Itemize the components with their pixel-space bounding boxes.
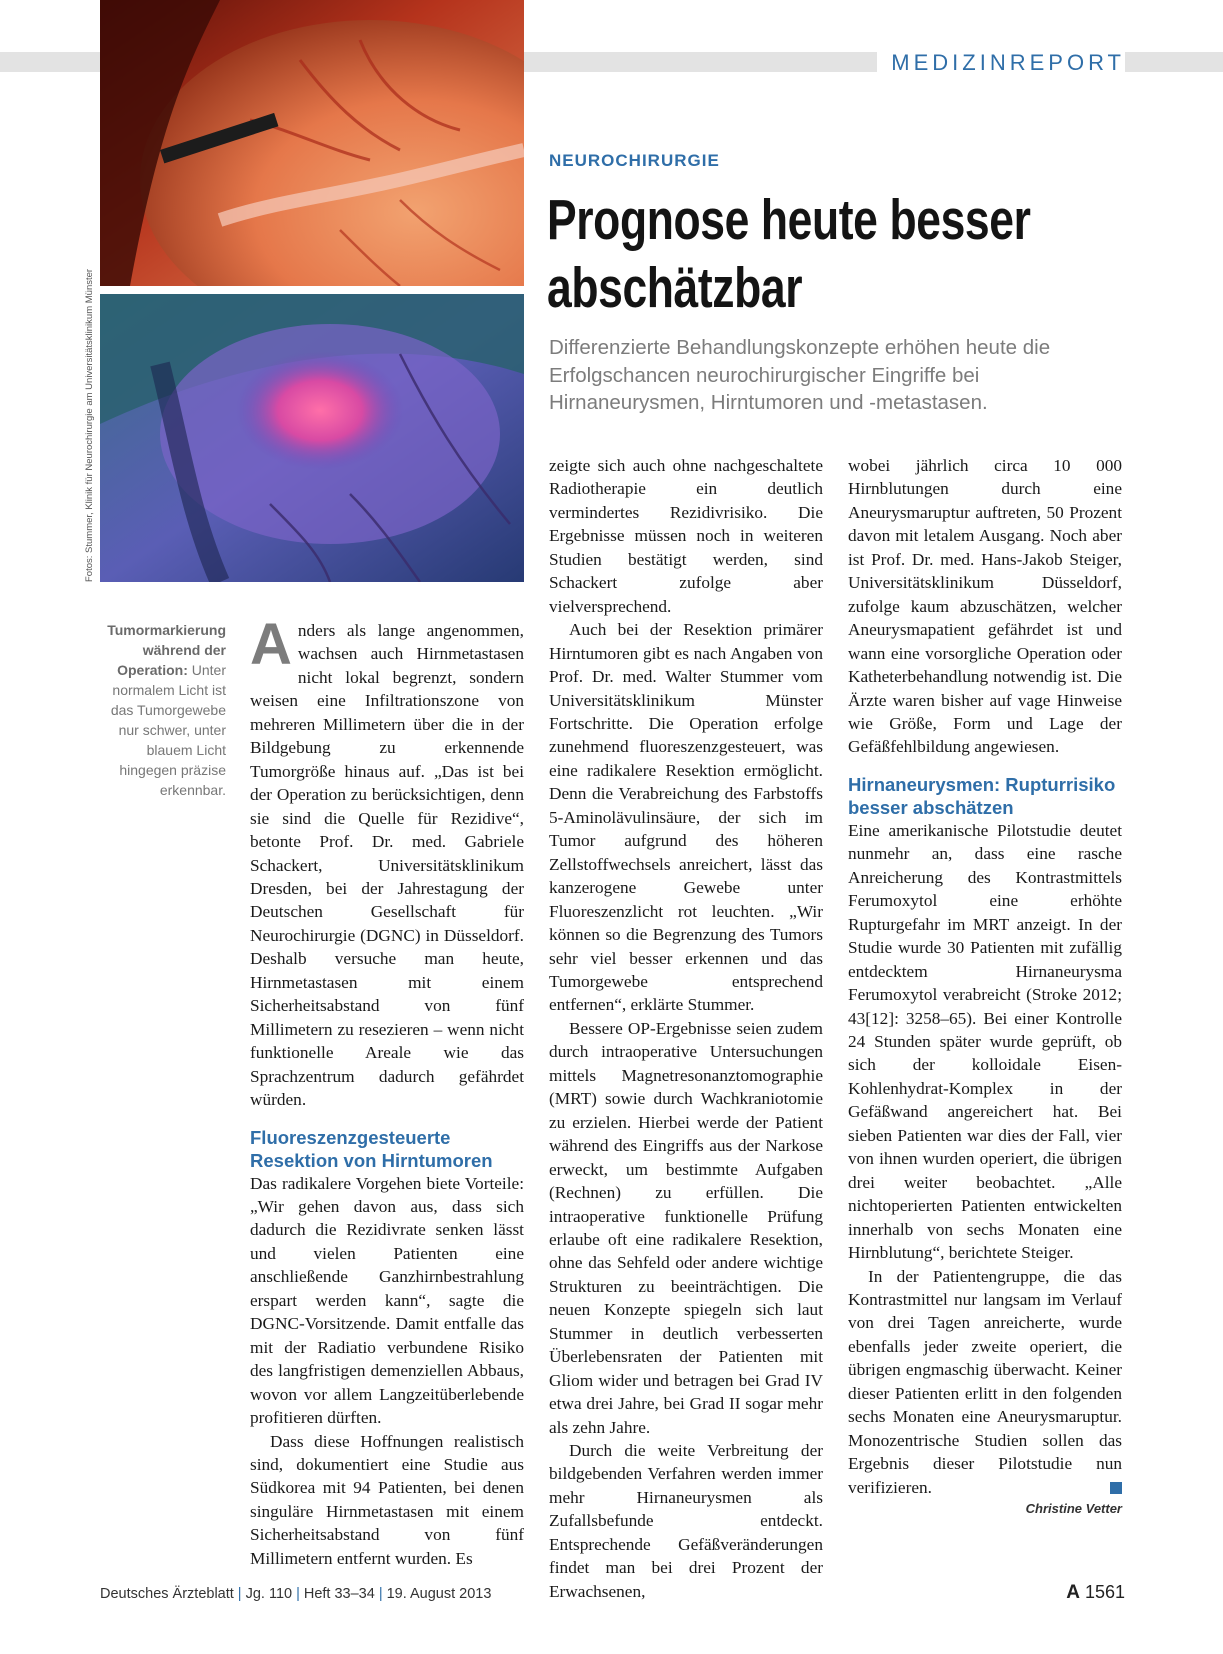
caption-title: Tumormarkierung während der Operation: (107, 622, 226, 678)
issue-date: 19. August 2013 (386, 1586, 492, 1602)
photo-credit: Fotos: Stummer, Klinik für Neurochirurgie am Universitätsklinikum Münster (84, 268, 95, 582)
author: Christine Vetter (1025, 1501, 1122, 1517)
paragraph: Auch bei der Resektion primärer Hirntumoren gibt es nach Angaben von Prof. Dr. med. Walter Stummer vom Universitätsklinikum Münster Fortschritte. Die Operation erfolge zunehmend fluoreszenzgesteuert, was eine radikalere Resektion ermöglicht. Denn die Verabreichung des Farbstoffs 5-Aminolävulinsäure, der sich im Tumor aufgrund des höheren Zellstoffwechsels anreichert, lässt das kanzerogene Gewebe unter Fluoreszenzlicht rot leuchten. „Wir können so die Begrenzung des Tumors sehr viel besser erkennen und das Tumorgewebe entsprechend entfernen“, erklärte Stummer. (549, 620, 823, 1015)
paragraph: wobei jährlich circa 10 000 Hirnblutungen durch eine Aneurysmaruptur auftreten, 50 Prozent davon mit letalem Ausgang. Noch aber ist Prof. Dr. med. Hans-Jakob Steiger, Universitätsklinikum Düsseldorf, zufolge kaum abzuschätzen, welcher Aneurysmapatient gefährdet ist und wann eine vorsorgliche Operation oder Katheterbehandlung notwendig ist. Die Ärzte waren bisher auf vage Hinweise wie Größe, Form und Lage der Gefäßfehlbildung angewiesen. (848, 456, 1122, 757)
headline-line-1: Prognose heute besser (547, 188, 1031, 252)
subheading-fluorescence: Fluoreszenzgesteuerte Resektion von Hirntumoren (250, 1126, 493, 1171)
drop-cap: A (250, 612, 292, 677)
photo-caption (88, 620, 226, 800)
paragraph: Durch die weite Verbreitung der bildgebenden Verfahren werden immer mehr Hirnaneurysmen als Zufallsbefunde entdeckt. Entsprechende Gefäßveränderungen findet man bei drei Prozent der Erwachsenen, (549, 1441, 823, 1601)
subheading-aneurysm: Hirnaneurysmen: Rupturrisiko besser abschätzen (848, 773, 1116, 818)
article-headline (547, 186, 1109, 322)
article-subhead: Differenzierte Behandlungskonzepte erhöhen heute die Erfolgschancen neurochirurgischer Eingriffe bei Hirnaneurysmen, Hirntumoren und -metastasen. (549, 336, 1051, 414)
surgery-photo-normal-light (100, 0, 524, 286)
footer-citation: Deutsches Ärzteblatt | Jg. 110 | Heft 33–34 | 19. August 2013 (100, 1586, 492, 1602)
paragraph: Bessere OP-Ergebnisse seien zudem durch intraoperative Untersuchungen mittels Magnetresonanztomographie (MRT) sowie durch Wachkraniotomie zu erzielen. Hierbei werde der Patient während des Eingriffs aus der Narkose erweckt, um bestimmte Aufgaben (Rechnen) zu erfüllen. Die intraoperative funktionelle Prüfung erlaube oft eine radikalere Resektion, ohne das Sehfeld oder andere wichtige Strukturen zu beeinträchtigen. Die neuen Konzepte spiegeln sich laut Stummer in deutlich verbesserten Überlebensraten der Patienten mit Gliom wider und betragen bei Grad IV etwa drei Jahre, bei Grad II sogar mehr als zehn Jahre. (549, 1018, 823, 1437)
text-column-1 (250, 612, 524, 1570)
paragraph-final: In der Patientengruppe, die das Kontrastmittel nur langsam im Verlauf von drei Tagen anreicherte, wurde ebenfalls jeder zweite operiert, die übrigen engmaschig überwacht. Keiner dieser Patienten erlitt in den folgenden sechs Monaten eine Aneurysmaruptur. Monozentrische Studien sollen das Ergebnis dieser Pilotstudie nun verifizieren. (848, 1266, 1122, 1497)
section-label: MEDIZINREPORT (877, 50, 1125, 76)
paragraph: Eine amerikanische Pilotstudie deutet nunmehr an, dass eine rasche Anreicherung des Kontrastmittels Ferumoxytol eine erhöhte Rupturgefahr im MRT anzeigt. In der Studie wurde 30 Patienten mit zufällig entdecktem Hirnaneurysma Ferumoxytol verabreicht (Stroke 2012; 43[12]: 3258–65). Bei einer Kontrolle 24 Stunden später wurde geprüft, ob sich der kolloidale Eisen-Kohlenhydrat-Komplex in der Gefäßwand angereichert hat. Bei sieben Patienten war dies der Fall, vier von ihnen wurden operiert, die übrigen drei weiter beobachtet. „Alle nichtoperierten Patienten entwickelten innerhalb von sechs Monaten eine Hirnblutung“, berichtete Steiger. (848, 820, 1122, 1263)
text-column-2 (549, 454, 823, 1603)
page-number: A 1561 (1066, 1582, 1125, 1603)
headline-line-2: abschätzbar (547, 256, 803, 320)
text-column-3 (848, 454, 1122, 1519)
caption-text: Unter normalem Licht ist das Tumorgewebe nur schwer, unter blauem Licht hingegen präzise erkennbar. (110, 662, 226, 798)
volume: Jg. 110 (245, 1586, 293, 1602)
paragraph: Dass diese Hoffnungen realistisch sind, dokumentiert eine Studie aus Südkorea mit 94 Patienten, bei denen singuläre Hirnmetastasen mit einem Sicherheitsabstand von fünf Millimetern entfernt wurden. Es (250, 1431, 524, 1568)
issue: Heft 33–34 (303, 1586, 375, 1602)
article-kicker: NEUROCHIRURGIE (549, 151, 720, 170)
end-mark-icon (1110, 1482, 1122, 1494)
surgery-photo-blue-light (100, 294, 524, 582)
journal-name: Deutsches Ärzteblatt (100, 1586, 234, 1602)
paragraph: Das radikalere Vorgehen biete Vorteile: „Wir gehen davon aus, dass sich dadurch die Rezidivrate senken lässt und vielen Patienten eine anschließende Ganzhirnbestrahlung erspart werden kann“, sagte die DGNC-Vorsitzende. Damit entfalle das mit der Radiatio verbundene Risiko des langfristigen demenziellen Abbaus, wovon vor allem Langzeitüberlebende profitieren dürften. (250, 1173, 524, 1428)
paragraph: zeigte sich auch ohne nachgeschaltete Radiotherapie ein deutlich vermindertes Rezidivrisiko. Die Ergebnisse müssen noch in weiteren Studien bestätigt werden, sind Schackert zufolge aber vielversprechend. (549, 456, 823, 616)
paragraph-intro: Anders als lange angenommen, wachsen auch Hirnmetastasen nicht lokal begrenzt, sondern weisen eine Infiltrationszone von mehreren Millimetern über die in der Bildgebung zu erkennende Tumorgröße hinaus auf. „Das ist bei der Operation zu berücksichtigen, denn sie sind die Quelle für Rezidive“, betonte Prof. Dr. med. Gabriele Schackert, Universitätsklinikum Dresden, bei der Jahrestagung der Deutschen Gesellschaft für Neurochirurgie (DGNC) in Düsseldorf. Deshalb versuche man heute, Hirnmetastasen mit einem Sicherheitsabstand von fünf Millimetern zu resezieren – wenn nicht funktionelle Areale wie das Sprachzentrum dadurch gefährdet würden. (250, 612, 524, 1110)
